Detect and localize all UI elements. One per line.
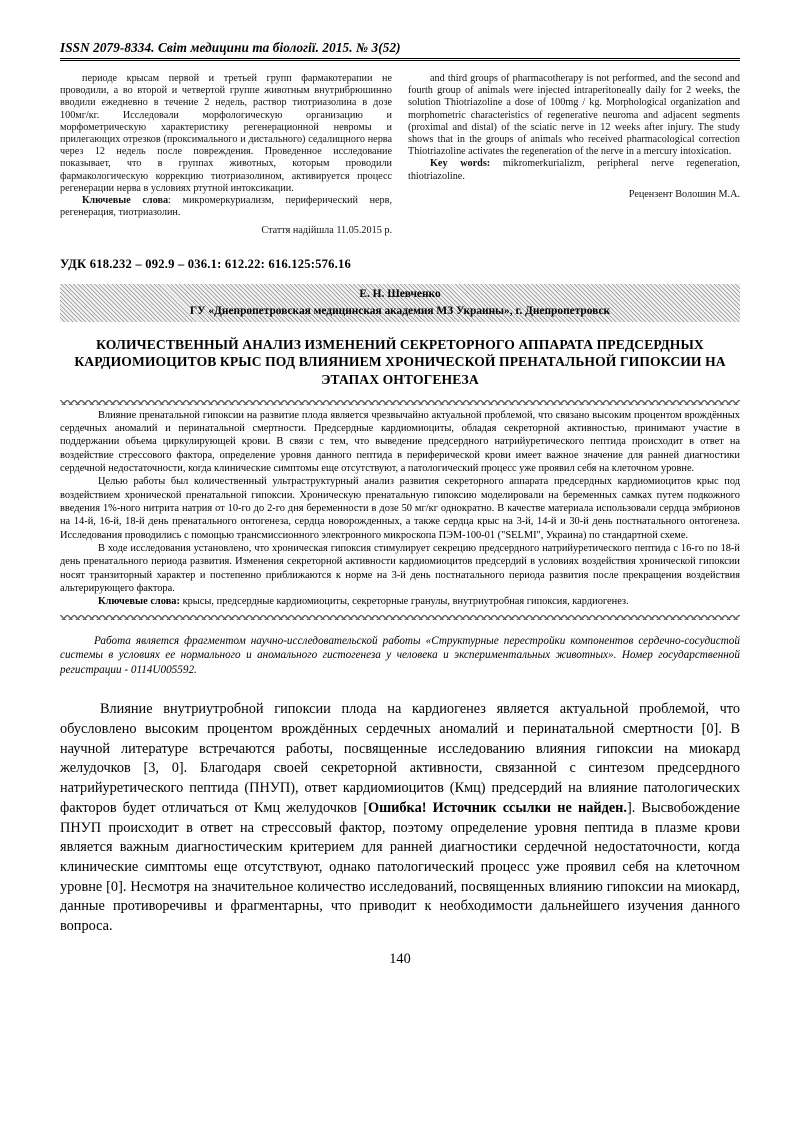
abstract-keywords-text: крысы, предсердные кардиомиоциты, секреторные гранулы, внутриутробная гипоксия, кардиогенез. — [179, 596, 629, 608]
body-text-part-2: ]. Высвобождение ПНУП происходит в ответ на стрессовый фактор, поэтому определение уровня пептида в плазме крови является важным диагностическим критерием для ранней диагностики сердечной недостаточности, когда клинические симптомы еще отсутствуют, однако патологический процесс уже проявил себя на клеточном уровне [0]. Несмотря на значительное количество исследований, посвященных влиянию гипоксии на миокард, данные противоречивы и фрагментарны, что приводит к необходимости дальнейшего изучения данного вопроса. — [60, 799, 740, 935]
abstract-keywords — [60, 595, 740, 608]
received-date: Стаття надійшла 11.05.2015 р. — [261, 225, 392, 237]
abstract-ru-keywords — [60, 195, 392, 219]
funding-note — [60, 634, 740, 679]
funding-note-text: Работа является фрагментом научно-исследовательской работы «Структурные перестройки компонентов сердечно-сосудистой системы в условиях ее нормального и аномального гистогенеза у человека и экспериментальных животных». Номер государственной регистрации - 0114U005592. — [60, 634, 740, 677]
udc-code: УДК 618.232 – 092.9 – 036.1: 612.22: 616.125:576.16 — [60, 257, 351, 272]
article-title: КОЛИЧЕСТВЕННЫЙ АНАЛИЗ ИЗМЕНЕНИЙ СЕКРЕТОРНОГО АППАРАТА ПРЕДСЕРДНЫХ КАРДИОМИОЦИТОВ КРЫС ПОД ВЛИЯНИЕМ ХРОНИЧЕСКОЙ ПРЕНАТАЛЬНОЙ ГИПОКСИИ НА ЭТАПАХ ОНТОГЕНЕЗА — [74, 336, 726, 388]
page-number: 140 — [389, 950, 411, 967]
previous-article-abstract — [60, 73, 740, 237]
abstract-paragraph-2: Целью работы был количественный ультраструктурный анализ развития секреторного аппарата предсердных кардиомиоцитов крыс под воздействием хронической пренатальной гипоксии. Хроническую пренатальную гипоксию моделировали на беременных самках путем подкожного введения 1%-ного нитрита натрия от 10-го до 2-го дня беременности в дозе 50 мг/кг однократно. В качестве материала использовали сердца эмбрионов на 14-й, 16-й, 18-й день пренатального онтогенеза, сердца новорожденных, а также сердца крыс на 3-й, 14-й и 30-й день постнатального онтогенеза. Исследования проводились с помощью трансмиссионного электронного микроскопа ПЭМ-100-01 ("SELMI", Украина) по стандартной схеме. — [60, 476, 740, 541]
abstract-paragraph-1: Влияние пренатальной гипоксии на развитие плода является чрезвычайно актуальной проблемой, что связано высоким процентом врождённых сердечных аномалий и перинатальной смертности. Предсердные кардиомиоциты, обладая секреторной активностью, принимают участие в поддержании объема циркулирующей крови. В связи с тем, что выведение предсердного натрийуретического пептида происходит в ответ на воздействие стрессового фактора, определение уровня данного пептида в периферической крови имеет важное значение для ранней диагностики сердечной недостаточности, когда клинические симптомы еще отсутствуют, а патологический процесс уже проявил себя на клеточном уровне. — [60, 409, 740, 475]
author-affiliation-band — [60, 284, 740, 321]
abstract-en-keywords — [408, 158, 740, 182]
abstract-column-russian — [60, 73, 392, 237]
header-rule — [60, 58, 740, 61]
running-head: ISSN 2079-8334. Світ медицини та біології. 2015. № 3(52) — [60, 40, 401, 55]
body-paragraph-1 — [60, 700, 740, 937]
abstract-paragraph-3: В ходе исследования установлено, что хроническая гипоксия стимулирует секрецию предсердного натрийуретического пептида с 16-го по 18-й день пренатального периода развития. Изменения секреторной активности кардиомиоцитов предсердий в условиях воздействия хронической гипоксии носят транзиторный характер и постепенно приближаются к норме на 3-й день постнатального периода развития после прекращения воздействия альтерирующего фактора. — [60, 542, 740, 594]
reviewer-name: Рецензент Волошин М.А. — [628, 188, 740, 200]
zigzag-rule-bottom — [60, 613, 740, 620]
zigzag-rule-top — [60, 398, 740, 405]
keywords-text-en: mikromerkurializm, peripheral nerve regeneration, thiotriazoline. — [408, 158, 740, 182]
article-abstract — [60, 409, 740, 609]
keywords-label-ru: Ключевые слова — [82, 194, 169, 206]
author-name: Е. Н. Шевченко — [359, 288, 441, 301]
abstract-keywords-label: Ключевые слова: — [98, 596, 180, 608]
keywords-text-ru: : микромеркуриализм, периферический нерв, регенерация, тиотриазолин. — [60, 194, 392, 219]
abstract-ru-text: периоде крысам первой и третьей групп фармакотерапии не проводили, а во второй и четвертой группе животным внутрибрюшинно вводили ежедневно в течение 2 недель, раствор тиотриазолина в дозе 100мг/кг. Исследовали морфологическую организацию и морфометрическую характеристику регенерационной невромы и прилегающих отрезков (проксимального и дистального) седалищного нерва через 12 недель после повреждения. Проведенное исследование показывает, что в группах животных, которым проводили фармакологическую коррекцию тиотриазолином, активируется процесс регенерации нерва в условиях ртутной интоксикации. — [60, 73, 392, 194]
author-affiliation: ГУ «Днепропетровская медицинская академия МЗ Украины», г. Днепропетровск — [189, 304, 611, 317]
article-body — [60, 700, 740, 937]
abstract-en-text: and third groups of pharmacotherapy is not performed, and the second and fourth group of animals were injected intraperitoneally daily for 2 weeks, the solution Thiotriazoline a dose of 100mg / kg. Morphological organization and morphometric characteristics of regenerative neuroma and adjacent segments (proximal and distal) of the sciatic nerve in 12 weeks after injury. The study shows that in the groups of animals who received pharmacological correction Thiotriazoline activates the regeneration of the nerve in a mercury intoxication. — [408, 73, 740, 158]
reference-error-text: Ошибка! Источник ссылки не найден. — [367, 799, 627, 816]
abstract-column-english — [408, 73, 740, 237]
body-text-part-1: Влияние внутриутробной гипоксии плода на кардиогенез является актуальной проблемой, что обусловлено высоким процентом врождённых сердечных аномалий и перинатальной смертности [0]. В научной литературе встречаются работы, посвященные исследованию влияния гипоксии на миокард желудочков [3, 0]. Благодаря своей секреторной активности, связанной с синтезом предсердного натрийуретического пептида (ПНУП), ответ кардиомиоцитов (Кмц) предсердий на влияние патологических факторов будет отличаться от Кмц желудочков [ — [60, 701, 740, 816]
keywords-label-en: Key words: — [430, 158, 491, 170]
